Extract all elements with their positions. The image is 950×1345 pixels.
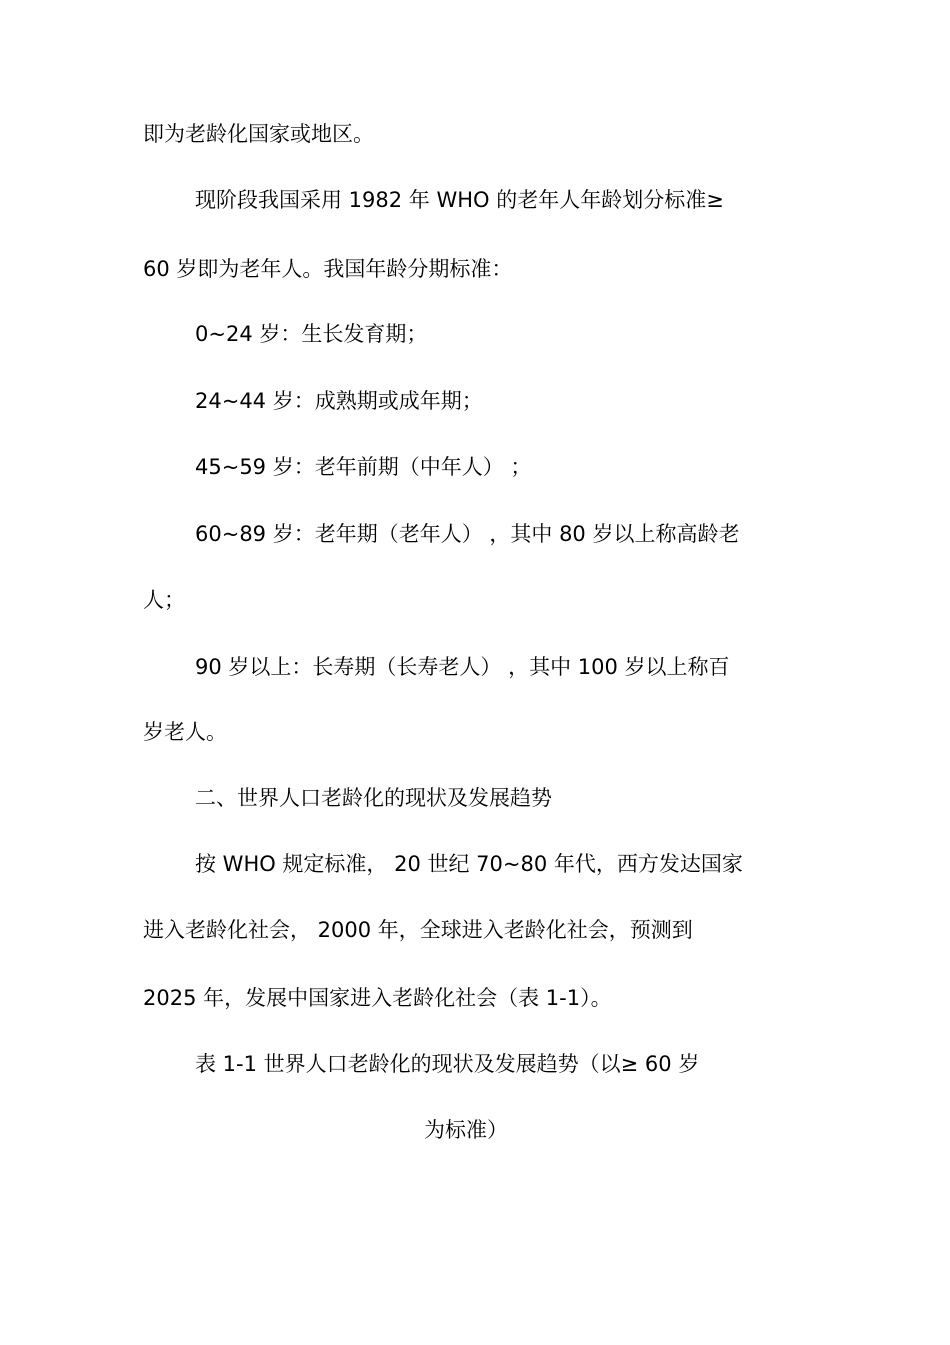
paragraph-line: 人； <box>143 588 185 612</box>
paragraph-line: 岁老人。 <box>143 720 227 744</box>
paragraph-line: 进入老龄化社会， 2000 年，全球进入老龄化社会，预测到 <box>143 918 693 942</box>
paragraph-line: 即为老龄化国家或地区。 <box>143 122 374 146</box>
list-item: 24~44 岁：成熟期或成年期； <box>195 389 483 413</box>
list-item: 90 岁以上：长寿期（长寿老人） ，其中 100 岁以上称百 <box>195 655 730 679</box>
table-caption: 表 1-1 世界人口老龄化的现状及发展趋势（以≥ 60 岁 <box>195 1052 700 1076</box>
paragraph-line: 按 WHO 规定标准， 20 世纪 70~80 年代，西方发达国家 <box>195 852 743 876</box>
list-item: 60~89 岁：老年期（老年人） ，其中 80 岁以上称高龄老 <box>195 522 740 546</box>
paragraph-line: 2025 年，发展中国家进入老龄化社会（表 1-1）。 <box>143 986 612 1010</box>
section-heading: 二、世界人口老龄化的现状及发展趋势 <box>195 786 552 810</box>
list-item: 0~24 岁：生长发育期； <box>195 322 428 346</box>
paragraph-line: 60 岁即为老年人。我国年龄分期标准： <box>143 257 513 281</box>
paragraph-line: 现阶段我国采用 1982 年 WHO 的老年人年龄划分标准≥ <box>195 188 724 212</box>
table-caption: 为标准） <box>424 1118 508 1142</box>
list-item: 45~59 岁：老年前期（中年人） ； <box>195 455 532 479</box>
